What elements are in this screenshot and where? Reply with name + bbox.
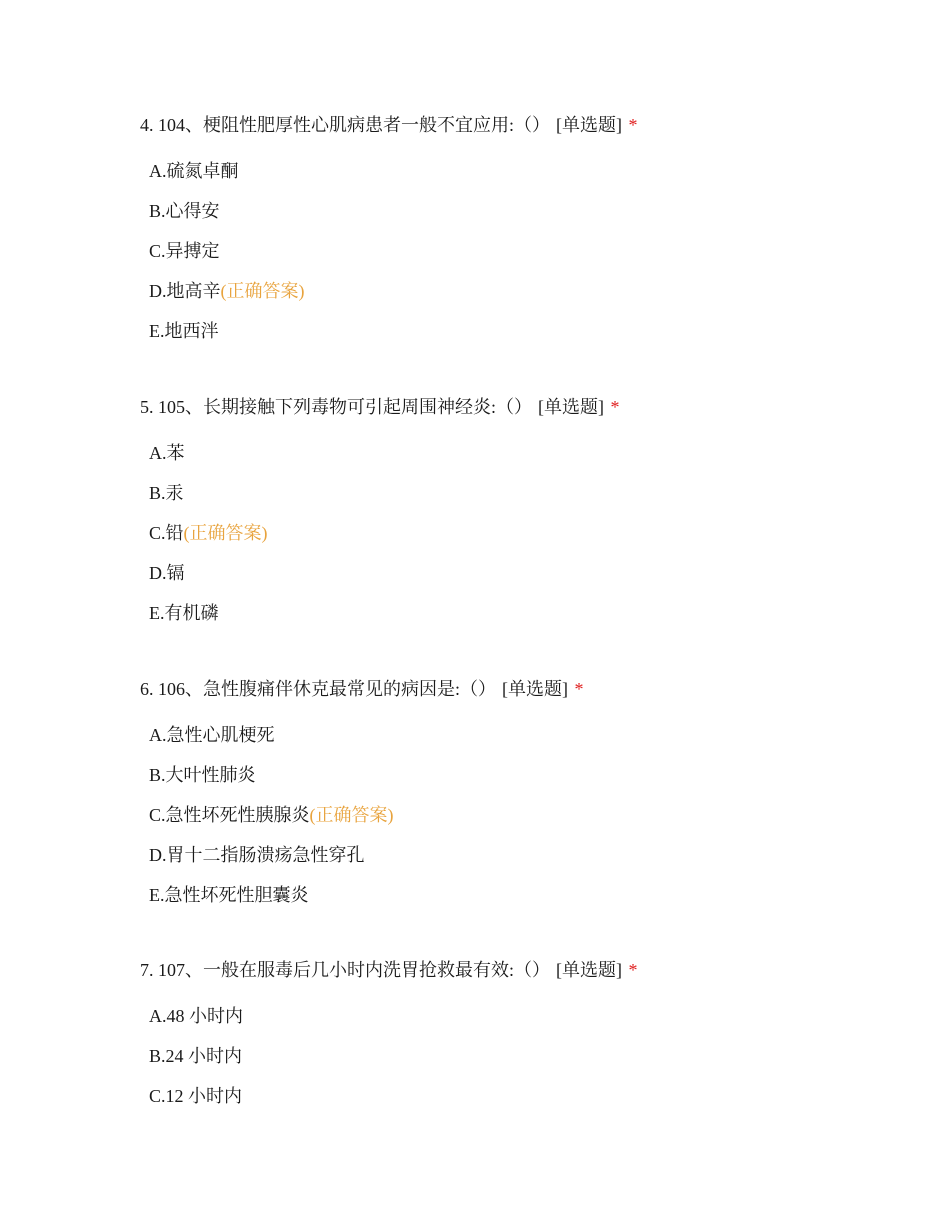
option-list	[140, 158, 920, 344]
option-text: B.心得安	[149, 201, 220, 221]
option-item	[149, 560, 920, 586]
option-item	[149, 480, 920, 506]
question-block	[140, 957, 920, 1123]
option-item	[149, 1043, 920, 1069]
option-text: E.有机磷	[149, 603, 219, 623]
question-block	[140, 394, 920, 640]
option-text: C.铅	[149, 523, 184, 543]
option-item	[149, 238, 920, 264]
option-list	[140, 1003, 920, 1109]
option-text: A.急性心肌梗死	[149, 725, 275, 745]
option-item	[149, 802, 920, 828]
question-text: 7. 107、一般在服毒后几小时内洗胃抢救最有效:（）	[140, 960, 550, 980]
question-type: [单选题]	[556, 960, 622, 980]
correct-answer-tag: (正确答案)	[309, 805, 394, 825]
option-text: A.苯	[149, 443, 185, 463]
question-title	[140, 112, 920, 138]
question-block	[140, 112, 920, 358]
option-text: B.汞	[149, 483, 184, 503]
required-marker: *	[610, 397, 620, 417]
question-text: 4. 104、梗阻性肥厚性心肌病患者一般不宜应用:（）	[140, 115, 550, 135]
option-item	[149, 440, 920, 466]
question-title	[140, 676, 920, 702]
option-text: A.硫氮卓酮	[149, 161, 239, 181]
question-type: [单选题]	[502, 679, 568, 699]
option-text: D.地高辛	[149, 281, 221, 301]
question-type: [单选题]	[556, 115, 622, 135]
question-block	[140, 676, 920, 922]
option-list	[140, 722, 920, 908]
option-item	[149, 1003, 920, 1029]
option-text: D.镉	[149, 563, 185, 583]
option-item	[149, 158, 920, 184]
option-list	[140, 440, 920, 626]
correct-answer-tag: (正确答案)	[220, 281, 305, 301]
required-marker: *	[628, 960, 638, 980]
question-text: 5. 105、长期接触下列毒物可引起周围神经炎:（）	[140, 397, 532, 417]
question-type: [单选题]	[538, 397, 604, 417]
option-text: D.胃十二指肠溃疡急性穿孔	[149, 845, 365, 865]
option-text: C.12 小时内	[149, 1086, 243, 1106]
option-text: B.24 小时内	[149, 1046, 243, 1066]
option-item	[149, 762, 920, 788]
question-text: 6. 106、急性腹痛伴休克最常见的病因是:（）	[140, 679, 496, 699]
option-item	[149, 520, 920, 546]
question-title	[140, 957, 920, 983]
option-text: E.急性坏死性胆囊炎	[149, 885, 309, 905]
correct-answer-tag: (正确答案)	[183, 523, 268, 543]
option-item	[149, 318, 920, 344]
required-marker: *	[628, 115, 638, 135]
required-marker: *	[574, 679, 584, 699]
option-item	[149, 842, 920, 868]
option-text: E.地西泮	[149, 321, 219, 341]
option-item	[149, 722, 920, 748]
question-title	[140, 394, 920, 420]
option-text: A.48 小时内	[149, 1006, 243, 1026]
option-item	[149, 882, 920, 908]
option-item	[149, 278, 920, 304]
option-item	[149, 1083, 920, 1109]
option-text: C.异搏定	[149, 241, 220, 261]
option-item	[149, 198, 920, 224]
option-text: B.大叶性肺炎	[149, 765, 256, 785]
option-item	[149, 600, 920, 626]
option-text: C.急性坏死性胰腺炎	[149, 805, 310, 825]
